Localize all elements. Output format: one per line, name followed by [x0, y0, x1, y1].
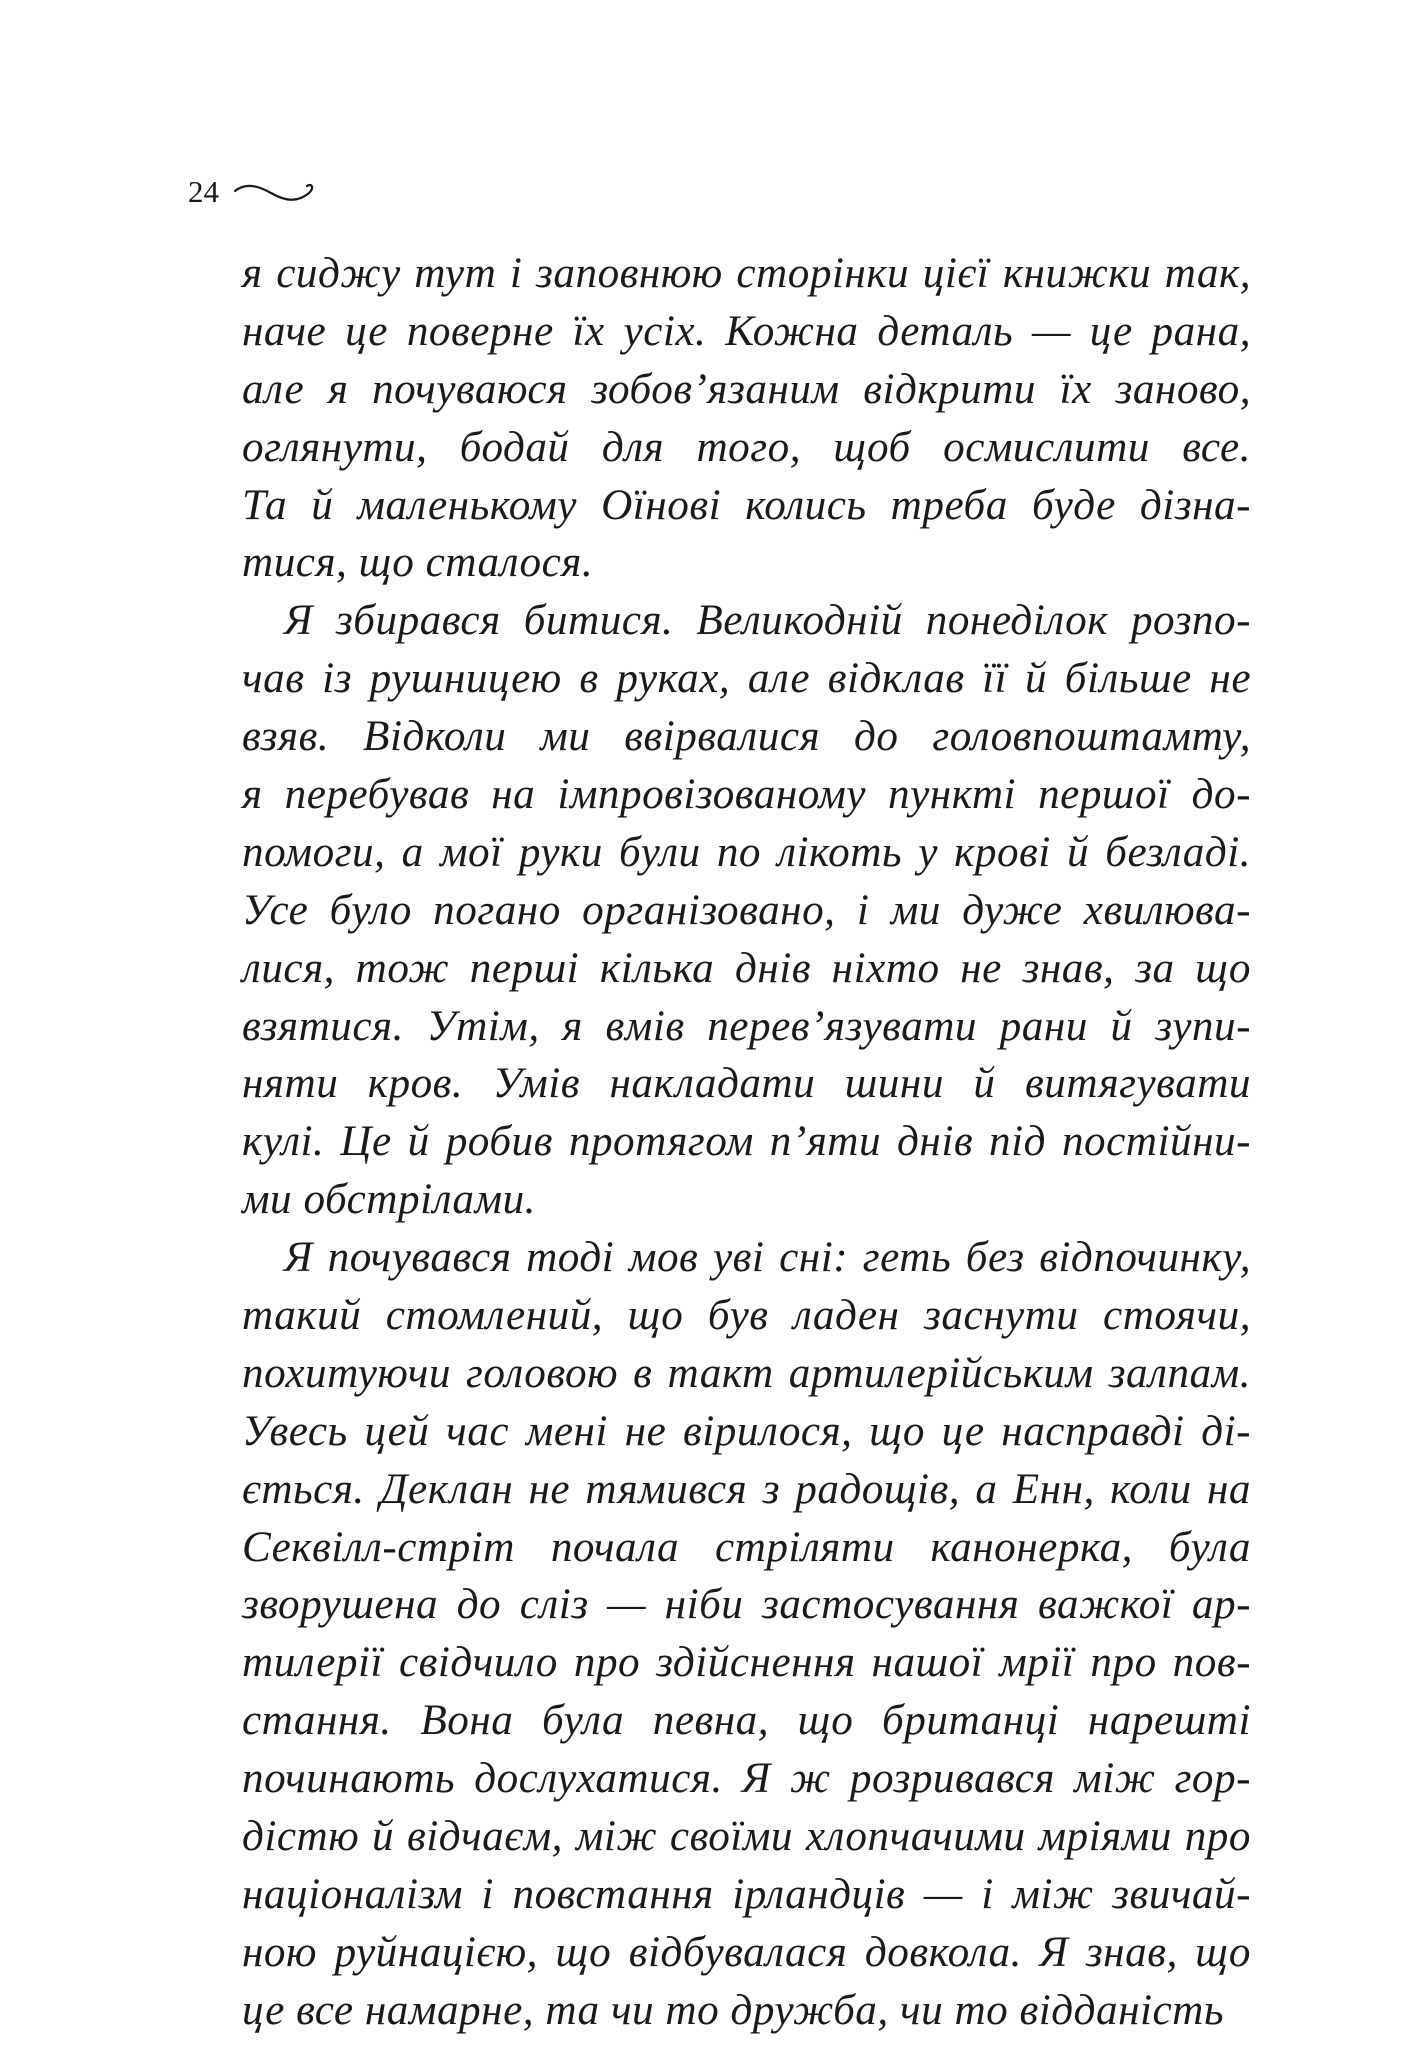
text-line: взятися. Утім, я вмів перев’язувати рани й зупи- — [242, 1002, 1251, 1050]
text-line: няти кров. Умів накладати шини й витягувати — [242, 1060, 1251, 1108]
text-line: взяв. Відколи ми ввірвалися до головпоштамту, — [242, 713, 1251, 761]
text-line: це все намарне, та чи то дружба, чи то відданість — [242, 1986, 1225, 2034]
text-line: я сиджу тут і заповнюю сторінки цієї книжки так, — [242, 250, 1251, 297]
text-line: чав із рушницею в руках, але відклав її й більше не — [242, 655, 1251, 703]
text-line: Увесь цей час мені не вірилося, що це насправді ді- — [242, 1407, 1251, 1455]
text-line: починають дослухатися. Я ж розривався між гор- — [242, 1755, 1251, 1803]
text-line: Я почувався тоді мов уві сні: геть без відпочинку, — [284, 1234, 1251, 1282]
text-line: помоги, а мої руки були по лікоть у крові й безладі. — [242, 828, 1251, 876]
text-line: дістю й відчаєм, між своїми хлопчачими мріями про — [242, 1813, 1251, 1861]
text-line: ється. Деклан не тямився з радощів, а Енн, коли на — [242, 1465, 1251, 1513]
text-line: тися, що сталося. — [242, 539, 594, 587]
text-line: ною руйнацією, що відбувалася довкола. Я знав, що — [242, 1928, 1251, 1976]
text-line: кулі. Це й робив протягом п’яти днів під постійни- — [242, 1118, 1251, 1166]
page-number: 24 — [188, 173, 219, 209]
text-line: оглянути, бодай для того, щоб осмислити все. — [242, 423, 1251, 471]
text-line: Та й маленькому Оїнові колись треба буде дізна- — [242, 481, 1251, 529]
text-line: лися, тож перші кілька днів ніхто не знав, за що — [242, 944, 1251, 992]
text-line: Усе було погано організовано, і ми дуже хвилюва- — [242, 886, 1251, 934]
text-line: націоналізм і повстання ірландців — і між звичай- — [242, 1870, 1251, 1918]
text-line: зворушена до сліз — ніби застосування важкої ар- — [242, 1581, 1251, 1629]
text-line: Секвілл-стріт почала стріляти канонерка, була — [242, 1523, 1251, 1571]
text-line: Я збирався битися. Великодній понеділок розпо- — [284, 597, 1251, 645]
text-line: я перебував на імпровізованому пункті першої до- — [242, 771, 1251, 819]
text-line: такий стомлений, що був ладен заснути стоячи, — [242, 1292, 1251, 1340]
swash-ornament-icon — [231, 171, 321, 211]
text-line: ми обстрілами. — [242, 1176, 536, 1224]
text-line: стання. Вона була певна, що британці нарешті — [242, 1697, 1251, 1745]
page-header — [188, 165, 321, 217]
text-line: тилерії свідчило про здійснення нашої мрії про пов- — [242, 1639, 1251, 1687]
text-line: наче це поверне їх усіх. Кожна деталь — це рана, — [242, 307, 1251, 355]
text-line: похитуючи головою в такт артилерійським залпам. — [242, 1349, 1251, 1397]
body-text — [242, 245, 1251, 2040]
text-line: але я почуваюся зобов’язаним відкрити їх заново, — [242, 365, 1251, 413]
